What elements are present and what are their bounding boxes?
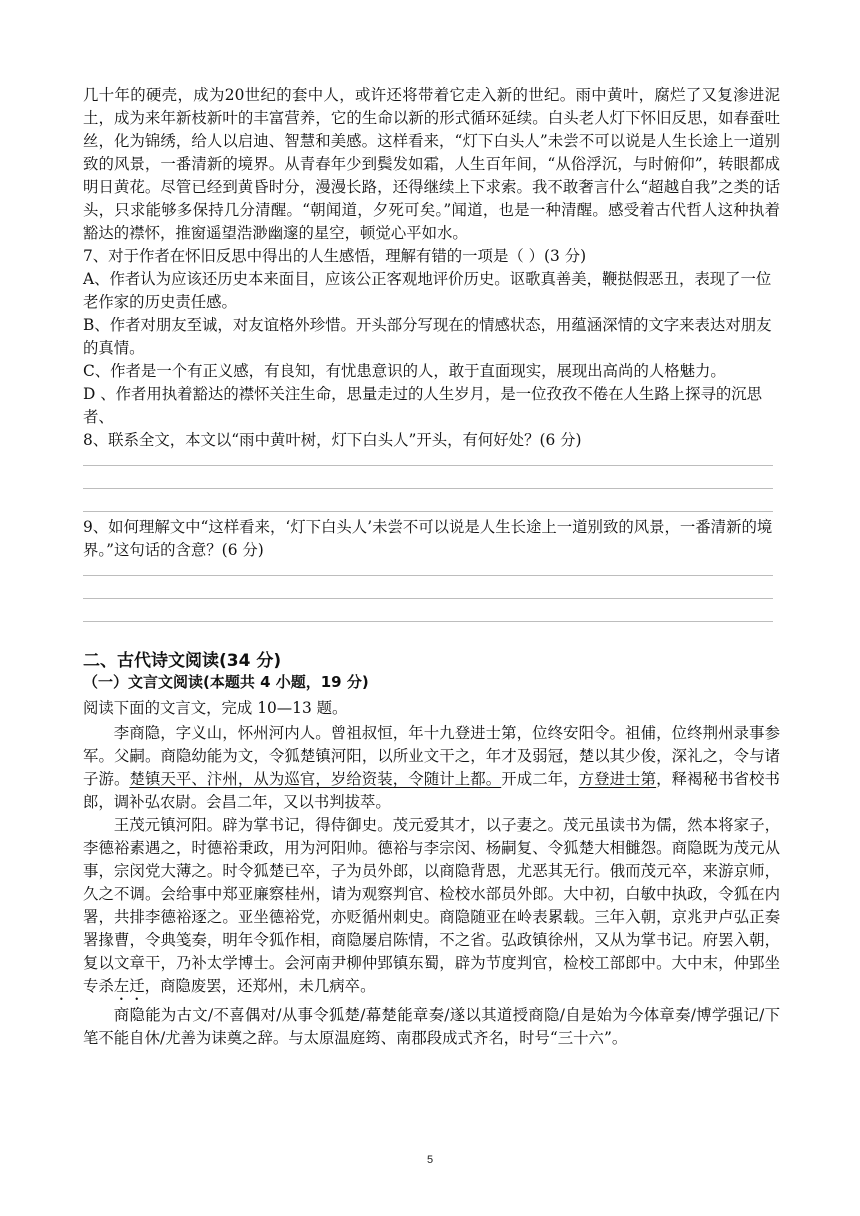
dotted-term: 左迁 (113, 977, 145, 995)
question-9-stem: 9、如何理解文中“这样看来，‘灯下白头人’未尝不可以说是人生长途上一道别致的风景，一番清新的境界。”这句话的含意？(6 分) (83, 518, 773, 559)
answer-line (83, 488, 773, 489)
passage-ending: 几十年的硬壳，成为20世纪的套中人，或许还将带着它走入新的世纪。雨中黄叶，腐烂了又复渗进泥土，成为来年新枝新叶的丰富营养，它的生命以新的形式循环延续。白头老人灯下怀旧反思，如春蚕吐丝，化为锦绣，给人以启迪、智慧和美感。这样看来，“灯下白头人”未尝不可以说是人生长途上一道别致的风景，一番清新的境界。从青春年少到鬓发如霜，人生百年间，“从俗浮沉，与时俯仰”，转眼都成明日黄花。尽管已经到黄昏时分，漫漫长路，还得继续上下求索。我不敢奢言什么“超越自我”之类的话头，只求能够多保持几分清醒。“朝闻道，夕死可矣。”闻道，也是一种清醒。感受着古代哲人这种执着豁达的襟怀，推窗遥望浩渺幽邃的星空，顿觉心平如水。 (83, 86, 780, 242)
document-page (83, 84, 780, 1050)
underlined-sentence: 楚镇天平、汴州，从为巡官，岁给资装，令随计上都。 (129, 770, 502, 788)
answer-line (83, 465, 773, 466)
question-7-option-c: C、作者是一个有正义感，有良知，有忧患意识的人，敢于直面现实，展现出高尚的人格魅力。 (83, 362, 726, 380)
question-7-stem: 7、对于作者在怀旧反思中得出的人生感悟，理解有错的一项是（ ）(3 分) (83, 247, 587, 265)
section-2-title: 二、古代诗文阅读(34 分) (83, 651, 282, 671)
question-7-option-a: A、作者认为应该还历史本来面目，应该公正客观地评价历史。讴歌真善美，鞭挞假恶丑，表现了一位老作家的历史责任感。 (83, 270, 772, 311)
classical-paragraph-2: 王茂元镇河阳。辟为掌书记，得侍御史。茂元爱其才，以子妻之。茂元虽读书为儒，然本将家子，李德裕素遇之，时德裕秉政，用为河阳帅。德裕与李宗闵、杨嗣复、令狐楚大相雠怨。商隐既为茂元从事，宗闵党大薄之。时令狐楚已卒，子为员外郎，以商隐背恩，尤恶其无行。俄而茂元卒，来游京师，久之不调。会给事中郑亚廉察桂州，请为观察判官、检校水部员外郎。大中初，白敏中执政，令狐在内署，共排李德裕逐之。亚坐德裕党，亦贬循州刺史。商隐随亚在岭表累载。三年入朝，京兆尹卢弘正奏署掾曹，令典笺奏，明年令狐作相，商隐屡启陈情，不之省。弘政镇徐州，又从为掌书记。府罢入朝，复以文章干，乃补太学博士。会河南尹柳仲郢镇东蜀，辟为节度判官，检校工部郎中。大中末，仲郢坐专杀左迁，商隐废罢，还郑州，未几病卒。 (83, 816, 780, 995)
question-7-option-b: B、作者对朋友至诚，对友谊格外珍惜。开头部分写现在的情感状态，用蕴涵深情的文字来表达对朋友的真情。 (83, 316, 772, 357)
section-2-subtitle: （一）文言文阅读(本题共 4 小题，19 分) (83, 673, 369, 691)
classical-paragraph-1: 李商隐，字义山，怀州河内人。曾祖叔恒，年十九登进士第，位终安阳令。祖俌，位终荆州录事参军。父嗣。商隐幼能为文，令狐楚镇河阳，以所业文干之，年才及弱冠，楚以其少俊，深礼之，令与诸子游。楚镇天平、汴州，从为巡官，岁给资装，令随计上都。开成二年，方登进士第，释褐秘书省校书郎，调补弘农尉。会昌二年，又以书判拔萃。 (83, 724, 780, 811)
page-number: 5 (426, 1154, 434, 1166)
classical-paragraph-3: 商隐能为古文/不喜偶对/从事令狐楚/幕楚能章奏/遂以其道授商隐/自是始为今体章奏/博学强记/下笔不能自休/尤善为诔奠之辞。与太原温庭筠、南郡段成式齐名，时号“三十六”。 (83, 1006, 780, 1047)
answer-line (83, 511, 773, 512)
answer-line (83, 598, 773, 599)
underlined-phrase: 方登进士第 (578, 770, 657, 788)
section-2-instruction: 阅读下面的文言文，完成 10—13 题。 (83, 699, 348, 717)
question-9-answer-lines (83, 562, 780, 622)
answer-line (83, 575, 773, 576)
question-7-option-d: D 、作者用执着豁达的襟怀关注生命，思量走过的人生岁月，是一位孜孜不倦在人生路上探寻的沉思者、 (83, 385, 763, 426)
question-8-answer-lines (83, 452, 780, 512)
question-8-stem: 8、联系全文，本文以“雨中黄叶树，灯下白头人”开头，有何好处？(6 分) (83, 431, 582, 449)
answer-line (83, 621, 773, 622)
